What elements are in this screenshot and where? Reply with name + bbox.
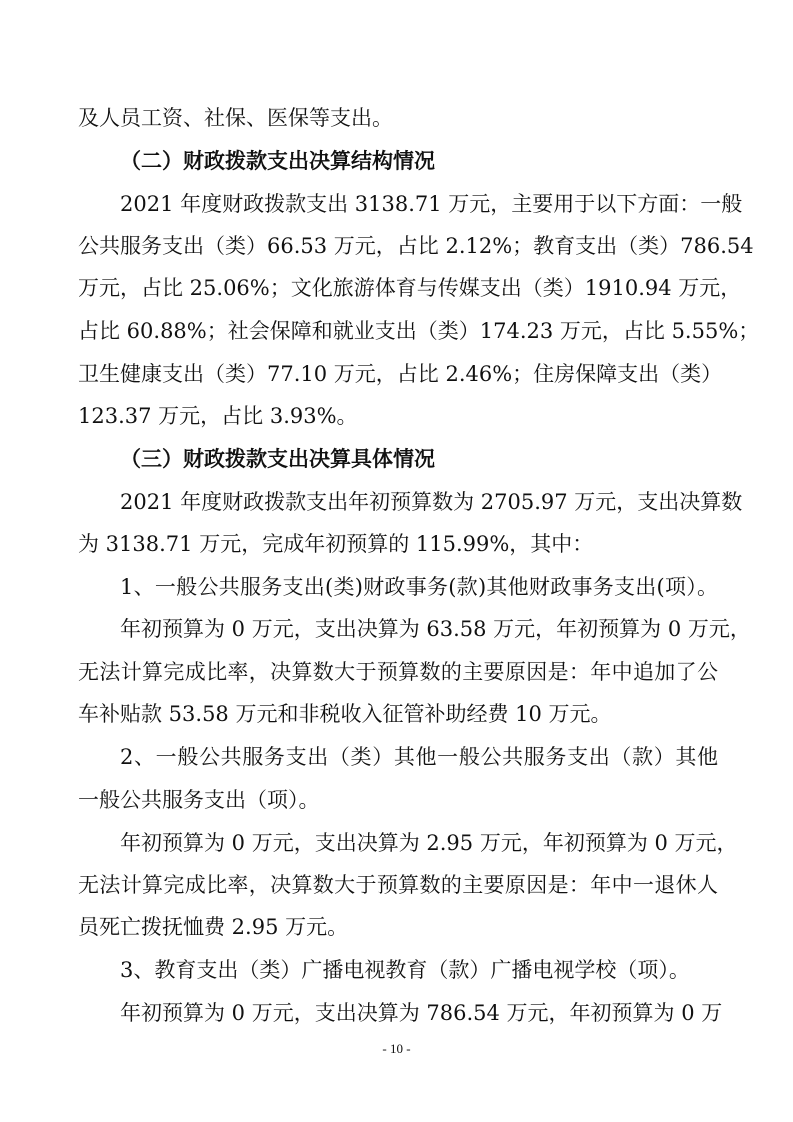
item-heading-3: 3、教育支出（类）广播电视教育（款）广播电视学校（项）。 bbox=[120, 958, 690, 982]
paragraph-line: 无法计算完成比率，决算数大于预算数的主要原因是：年中追加了公 bbox=[78, 660, 718, 684]
item-heading-1: 1、一般公共服务支出(类)财政事务(款)其他财政事务支出(项）。 bbox=[120, 575, 718, 599]
section-heading-structure: （二）财政拨款支出决算结构情况 bbox=[120, 149, 435, 173]
paragraph-line: 及人员工资、社保、医保等支出。 bbox=[78, 106, 393, 130]
section-heading-details: （三）财政拨款支出决算具体情况 bbox=[120, 447, 435, 471]
paragraph-line: 员死亡拨抚恤费 2.95 万元。 bbox=[78, 915, 349, 939]
paragraph-line: 为 3138.71 万元，完成年初预算的 115.99%，其中： bbox=[78, 532, 594, 556]
paragraph-line: 车补贴款 53.58 万元和非税收入征管补助经费 10 万元。 bbox=[78, 702, 612, 726]
paragraph-line: 占比 60.88%；社会保障和就业支出（类）174.23 万元，占比 5.55%； bbox=[78, 319, 760, 343]
paragraph-line: 公共服务支出（类）66.53 万元，占比 2.12%；教育支出（类）786.54 bbox=[78, 234, 754, 258]
paragraph-line: 无法计算完成比率，决算数大于预算数的主要原因是：年中一退休人 bbox=[78, 873, 718, 897]
paragraph-line: 卫生健康支出（类）77.10 万元，占比 2.46%；住房保障支出（类） bbox=[78, 362, 723, 386]
paragraph-line: 2021 年度财政拨款支出年初预算数为 2705.97 万元，支出决算数 bbox=[120, 490, 743, 514]
paragraph-line: 年初预算为 0 万元，支出决算为 63.58 万元，年初预算为 0 万元， bbox=[120, 617, 751, 641]
item-heading-2-cont: 一般公共服务支出（项）。 bbox=[78, 788, 320, 812]
paragraph-line: 年初预算为 0 万元，支出决算为 2.95 万元，年初预算为 0 万元， bbox=[120, 831, 738, 855]
paragraph-line: 123.37 万元，占比 3.93%。 bbox=[78, 404, 358, 428]
paragraph-line: 年初预算为 0 万元，支出决算为 786.54 万元，年初预算为 0 万 bbox=[120, 1001, 723, 1025]
paragraph-line: 2021 年度财政拨款支出 3138.71 万元，主要用于以下方面：一般 bbox=[120, 192, 743, 216]
page-number: - 10 - bbox=[382, 1041, 411, 1056]
item-heading-2: 2、一般公共服务支出（类）其他一般公共服务支出（款）其他 bbox=[120, 745, 718, 769]
paragraph-line: 万元，占比 25.06%；文化旅游体育与传媒支出（类）1910.94 万元， bbox=[78, 276, 742, 300]
